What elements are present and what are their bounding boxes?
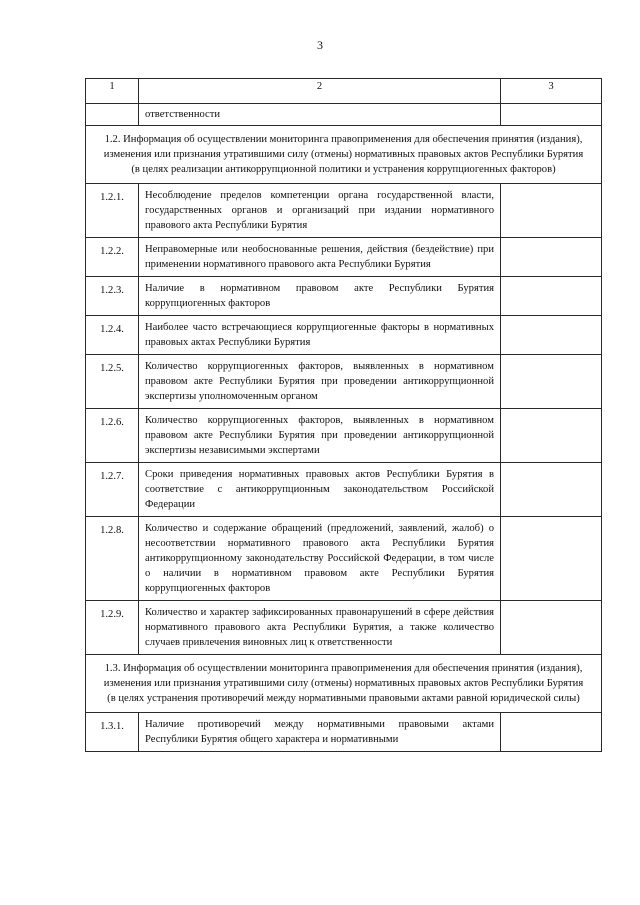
section-1-3-text: 1.3. Информация об осуществлении мониторинга правоприменения для обеспечения принятия (издания), изменения или признания утратившими силу (отмены) нормативных правовых актов Республики Бурятия (в целях устранения противоречий между нормативными правовыми актами равной юридической силы): [86, 655, 602, 713]
section-heading-1-3: [86, 655, 602, 713]
table-row: [86, 601, 602, 655]
row-number: 1.2.5.: [86, 355, 139, 409]
row-value-cell: [501, 184, 602, 238]
row-indicator-text: Количество коррупциогенных факторов, выявленных в нормативном правовом акте Республики Бурятия при проведении антикоррупционной экспертизы независимыми экспертами: [139, 409, 501, 463]
row-value-cell: [501, 517, 602, 601]
row-number: 1.2.8.: [86, 517, 139, 601]
monitoring-table: [85, 78, 602, 752]
section-1-2-text: 1.2. Информация об осуществлении мониторинга правоприменения для обеспечения принятия (издания), изменения или признания утратившими силу (отмены) нормативных правовых актов Республики Бурятия (в целях реализации антикоррупционной политики и устранения коррупциогенных факторов): [86, 126, 602, 184]
row-value-cell: [501, 355, 602, 409]
row-number: 1.2.1.: [86, 184, 139, 238]
table-row: [86, 355, 602, 409]
row-number: 1.2.9.: [86, 601, 139, 655]
header-col-1: 1: [86, 79, 139, 104]
row-value-cell: [501, 713, 602, 752]
row-value-cell: [501, 601, 602, 655]
continuation-row: [86, 104, 602, 126]
header-col-2: 2: [139, 79, 501, 104]
header-col-3: 3: [501, 79, 602, 104]
row-indicator-text: Наиболее часто встречающиеся коррупциогенные факторы в нормативных правовых актах Республики Бурятия: [139, 316, 501, 355]
table-row: [86, 184, 602, 238]
section-1-2-rows: [86, 184, 602, 655]
row-number: 1.2.7.: [86, 463, 139, 517]
row-indicator-text: Наличие противоречий между нормативными правовыми актами Республики Бурятия общего характера и нормативными: [139, 713, 501, 752]
table-row: [86, 713, 602, 752]
table-row: [86, 517, 602, 601]
row-indicator-text: Количество коррупциогенных факторов, выявленных в нормативном правовом акте Республики Бурятия при проведении антикоррупционной экспертизы уполномоченным органом: [139, 355, 501, 409]
table-row: [86, 409, 602, 463]
row-number: 1.2.2.: [86, 238, 139, 277]
row-indicator-text: Неправомерные или необоснованные решения, действия (бездействие) при применении нормативного правового акта Республики Бурятия: [139, 238, 501, 277]
row-value-cell: [501, 409, 602, 463]
row-indicator-text: Сроки приведения нормативных правовых актов Республики Бурятия в соответствие с антикоррупционным законодательством Российской Федерации: [139, 463, 501, 517]
row-number: 1.3.1.: [86, 713, 139, 752]
table-row: [86, 238, 602, 277]
row-indicator-text: Наличие в нормативном правовом акте Республики Бурятия коррупциогенных факторов: [139, 277, 501, 316]
table-header-row: [86, 79, 602, 104]
table-row: [86, 463, 602, 517]
row-number: 1.2.4.: [86, 316, 139, 355]
row-number: 1.2.6.: [86, 409, 139, 463]
table-row: [86, 277, 602, 316]
row-indicator-text: Количество и характер зафиксированных правонарушений в сфере действия нормативного правового акта Республики Бурятия, а также количество случаев привлечения виновных лиц к ответственности: [139, 601, 501, 655]
row-value-cell: [501, 463, 602, 517]
row-value-cell: [501, 277, 602, 316]
row-value-cell: [501, 316, 602, 355]
section-1-3-rows: [86, 713, 602, 752]
table-row: [86, 316, 602, 355]
row-value-cell: [501, 238, 602, 277]
row-indicator-text: Количество и содержание обращений (предложений, заявлений, жалоб) о несоответствии нормативного правового акта Республики Бурятия антикоррупционному законодательству Российской Федерации, в том числе о наличии в нормативном правовом акте Республики Бурятия коррупциогенных факторов: [139, 517, 501, 601]
row-indicator-text: Несоблюдение пределов компетенции органа государственной власти, государственных органов и организаций при издании нормативного правового акта Республики Бурятия: [139, 184, 501, 238]
page-number: 3: [317, 38, 323, 52]
continuation-text: ответственности: [139, 104, 501, 126]
row-number: 1.2.3.: [86, 277, 139, 316]
section-heading-1-2: [86, 126, 602, 184]
